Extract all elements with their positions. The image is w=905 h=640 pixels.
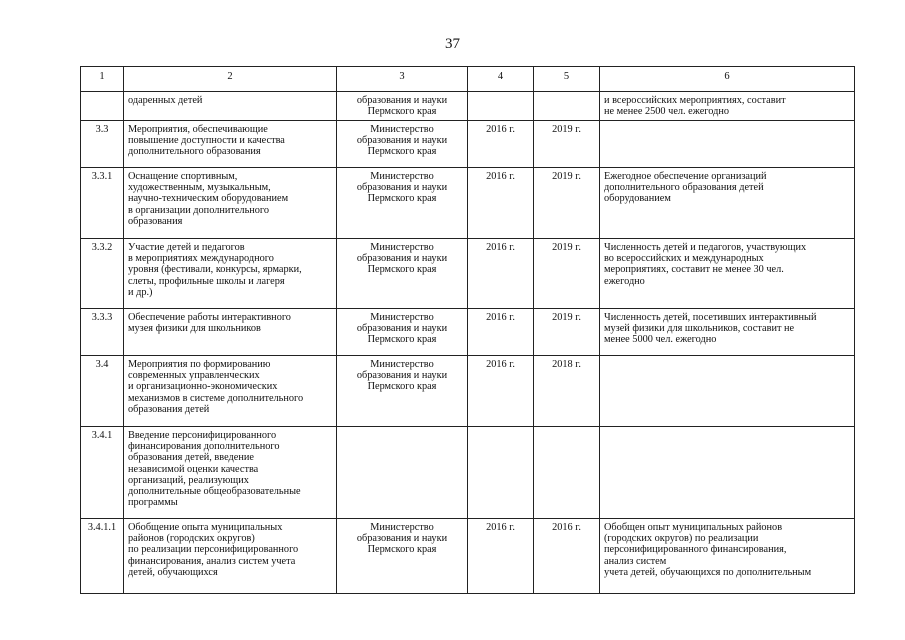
activity-name: Обобщение опыта муниципальных районов (городских округов) по реализации персонифицированного финансирования, анализ систем учета детей, обучающихся — [124, 519, 337, 594]
expected-result — [600, 121, 855, 168]
item-number — [81, 92, 124, 121]
start-year: 2016 г. — [468, 356, 534, 427]
header-cell: 3 — [337, 67, 468, 92]
header-cell: 2 — [124, 67, 337, 92]
item-number: 3.3.2 — [81, 239, 124, 309]
executor — [337, 427, 468, 519]
end-year — [534, 92, 600, 121]
item-number: 3.3.1 — [81, 168, 124, 239]
executor: Министерство образования и науки Пермского края — [337, 168, 468, 239]
end-year — [534, 427, 600, 519]
header-cell: 5 — [534, 67, 600, 92]
activity-name: Мероприятия по формированию современных управленческих и организационно-экономических механизмов в системе дополнительного образования детей — [124, 356, 337, 427]
activity-name: Оснащение спортивным, художественным, музыкальным, научно-техническим оборудованием в организации дополнительного образования — [124, 168, 337, 239]
end-year: 2019 г. — [534, 239, 600, 309]
activity-name: Участие детей и педагогов в мероприятиях международного уровня (фестивали, конкурсы, ярмарки, слеты, профильные школы и лагеря и др.) — [124, 239, 337, 309]
item-number: 3.4.1 — [81, 427, 124, 519]
start-year: 2016 г. — [468, 309, 534, 356]
activity-name: Обеспечение работы интерактивного музея физики для школьников — [124, 309, 337, 356]
expected-result — [600, 356, 855, 427]
executor: Министерство образования и науки Пермского края — [337, 519, 468, 594]
table-row — [81, 519, 855, 594]
executor: образования и науки Пермского края — [337, 92, 468, 121]
start-year: 2016 г. — [468, 168, 534, 239]
start-year: 2016 г. — [468, 121, 534, 168]
end-year: 2019 г. — [534, 168, 600, 239]
executor: Министерство образования и науки Пермского края — [337, 121, 468, 168]
item-number: 3.3.3 — [81, 309, 124, 356]
start-year: 2016 г. — [468, 239, 534, 309]
activity-name: Введение персонифицированного финансирования дополнительного образования детей, введение независимой оценки качества организаций, реализующих дополнительные общеобразовательные программы — [124, 427, 337, 519]
expected-result: Численность детей, посетивших интерактивный музей физики для школьников, составит не менее 5000 чел. ежегодно — [600, 309, 855, 356]
expected-result: Ежегодное обеспечение организаций дополнительного образования детей оборудованием — [600, 168, 855, 239]
item-number: 3.4.1.1 — [81, 519, 124, 594]
activity-name: одаренных детей — [124, 92, 337, 121]
table-row — [81, 121, 855, 168]
end-year: 2016 г. — [534, 519, 600, 594]
start-year — [468, 427, 534, 519]
table-row — [81, 168, 855, 239]
activity-plan-table — [80, 66, 855, 594]
table-row — [81, 92, 855, 121]
end-year: 2019 г. — [534, 309, 600, 356]
page-number: 37 — [445, 36, 460, 52]
table-row — [81, 239, 855, 309]
expected-result: Обобщен опыт муниципальных районов (городских округов) по реализации персонифицированного финансирования, анализ систем учета детей, обучающихся по дополнительным — [600, 519, 855, 594]
expected-result — [600, 427, 855, 519]
expected-result: и всероссийских мероприятиях, составит не менее 2500 чел. ежегодно — [600, 92, 855, 121]
table-row — [81, 356, 855, 427]
activity-name: Мероприятия, обеспечивающие повышение доступности и качества дополнительного образования — [124, 121, 337, 168]
end-year: 2019 г. — [534, 121, 600, 168]
table-row — [81, 309, 855, 356]
item-number: 3.4 — [81, 356, 124, 427]
start-year: 2016 г. — [468, 519, 534, 594]
start-year — [468, 92, 534, 121]
header-cell: 6 — [600, 67, 855, 92]
end-year: 2018 г. — [534, 356, 600, 427]
executor: Министерство образования и науки Пермского края — [337, 239, 468, 309]
item-number: 3.3 — [81, 121, 124, 168]
header-cell: 1 — [81, 67, 124, 92]
executor: Министерство образования и науки Пермского края — [337, 309, 468, 356]
expected-result: Численность детей и педагогов, участвующих во всероссийских и международных мероприятиях, составит не менее 30 чел. ежегодно — [600, 239, 855, 309]
table-row — [81, 427, 855, 519]
header-cell: 4 — [468, 67, 534, 92]
executor: Министерство образования и науки Пермского края — [337, 356, 468, 427]
table-header-row — [81, 67, 855, 92]
